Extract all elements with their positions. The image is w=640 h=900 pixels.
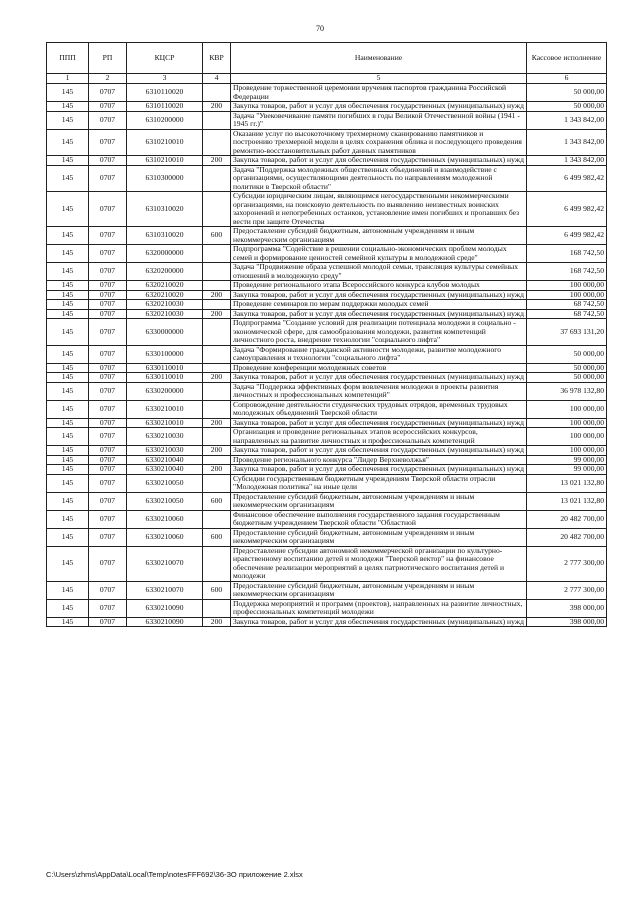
- header-kcsr: КЦСР: [127, 43, 203, 74]
- cell-rp: 0707: [89, 492, 127, 510]
- cell-ppp: 145: [47, 373, 89, 383]
- cell-ppp: 145: [47, 129, 89, 156]
- table-body: [47, 84, 607, 627]
- header-name: Наименование: [231, 43, 527, 74]
- cell-kvr: [203, 245, 231, 263]
- cell-amount: 2 777 300,00: [527, 546, 607, 581]
- cell-rp: 0707: [89, 129, 127, 156]
- cell-kcsr: 6310210010: [127, 129, 203, 156]
- cell-kcsr: 6310300000: [127, 165, 203, 192]
- cell-kcsr: 6320210030: [127, 309, 203, 319]
- cell-name: Поддержка мероприятий и программ (проектов), направленных на развитие личностных, профессиональных компетенций молодежи: [231, 599, 527, 617]
- cell-amount: 68 742,50: [527, 309, 607, 319]
- table-row: [47, 546, 607, 581]
- cell-rp: 0707: [89, 102, 127, 112]
- cell-amount: 100 000,00: [527, 418, 607, 428]
- column-index-row: [47, 74, 607, 84]
- cell-name: Субсидии государственным бюджетным учреждениям Тверской области отрасли "Молодежная политика" на иные цели: [231, 474, 527, 492]
- table-row: [47, 165, 607, 192]
- cell-name: Задача "Формирование гражданской активности молодежи, развитие молодежного самоуправления и технологии "социального лифта": [231, 345, 527, 363]
- cell-kcsr: 6330210030: [127, 428, 203, 446]
- cell-kvr: [203, 319, 231, 346]
- cell-name: Закупка товаров, работ и услуг для обеспечения государственных (муниципальных) нужд: [231, 102, 527, 112]
- column-index: 2: [89, 74, 127, 84]
- cell-rp: 0707: [89, 528, 127, 546]
- cell-kvr: [203, 510, 231, 528]
- cell-rp: 0707: [89, 300, 127, 310]
- cell-ppp: 145: [47, 102, 89, 112]
- cell-amount: 1 343 842,00: [527, 111, 607, 129]
- cell-name: Задача "Продвижение образа успешной молодой семьи, трансляция культуры семейных отношений в молодежную среду": [231, 263, 527, 281]
- cell-kvr: 200: [203, 418, 231, 428]
- cell-ppp: 145: [47, 156, 89, 166]
- table-row: [47, 400, 607, 418]
- column-index: 5: [231, 74, 527, 84]
- cell-amount: 36 978 132,80: [527, 382, 607, 400]
- table-row: [47, 227, 607, 245]
- cell-rp: 0707: [89, 400, 127, 418]
- cell-name: Подпрограмма "Содействие в решении социально-экономических проблем молодых семей и формирование ценностей семейной культуры в молодежной среде": [231, 245, 527, 263]
- cell-kvr: 200: [203, 290, 231, 300]
- cell-name: Закупка товаров, работ и услуг для обеспечения государственных (муниципальных) нужд: [231, 446, 527, 456]
- cell-ppp: 145: [47, 546, 89, 581]
- cell-amount: 13 021 132,80: [527, 492, 607, 510]
- cell-rp: 0707: [89, 227, 127, 245]
- cell-amount: 13 021 132,80: [527, 474, 607, 492]
- cell-kcsr: 6310200000: [127, 111, 203, 129]
- table-row: [47, 492, 607, 510]
- cell-amount: 50 000,00: [527, 102, 607, 112]
- cell-ppp: 145: [47, 281, 89, 291]
- cell-amount: 50 000,00: [527, 363, 607, 373]
- cell-kcsr: 6330000000: [127, 319, 203, 346]
- cell-rp: 0707: [89, 111, 127, 129]
- cell-name: Закупка товаров, работ и услуг для обеспечения государственных (муниципальных) нужд: [231, 373, 527, 383]
- cell-rp: 0707: [89, 84, 127, 102]
- cell-amount: 6 499 982,42: [527, 192, 607, 227]
- cell-kvr: [203, 474, 231, 492]
- table-row: [47, 373, 607, 383]
- cell-name: Сопровождение деятельности студенческих трудовых отрядов, временных трудовых молодежных объединений Тверской области: [231, 400, 527, 418]
- cell-amount: 100 000,00: [527, 281, 607, 291]
- cell-rp: 0707: [89, 281, 127, 291]
- cell-rp: 0707: [89, 245, 127, 263]
- cell-ppp: 145: [47, 245, 89, 263]
- cell-kcsr: 6330210030: [127, 446, 203, 456]
- cell-rp: 0707: [89, 510, 127, 528]
- cell-name: Проведение конференции молодежных советов: [231, 363, 527, 373]
- table-row: [47, 129, 607, 156]
- cell-rp: 0707: [89, 465, 127, 475]
- cell-kcsr: 6320000000: [127, 245, 203, 263]
- cell-kcsr: 6330210010: [127, 418, 203, 428]
- cell-kvr: [203, 84, 231, 102]
- cell-kcsr: 6330210050: [127, 492, 203, 510]
- table-row: [47, 245, 607, 263]
- cell-ppp: 145: [47, 418, 89, 428]
- table-row: [47, 319, 607, 346]
- cell-ppp: 145: [47, 309, 89, 319]
- header-rp: РП: [89, 43, 127, 74]
- cell-amount: 99 000,00: [527, 455, 607, 465]
- column-index: 3: [127, 74, 203, 84]
- cell-amount: 20 482 700,00: [527, 528, 607, 546]
- cell-amount: 6 499 982,42: [527, 165, 607, 192]
- cell-ppp: 145: [47, 319, 89, 346]
- cell-name: Закупка товаров, работ и услуг для обеспечения государственных (муниципальных) нужд: [231, 290, 527, 300]
- cell-rp: 0707: [89, 263, 127, 281]
- cell-kvr: 200: [203, 446, 231, 456]
- cell-kcsr: 6310110020: [127, 84, 203, 102]
- cell-kcsr: 6330210040: [127, 455, 203, 465]
- cell-kcsr: 6310110020: [127, 102, 203, 112]
- cell-kvr: [203, 400, 231, 418]
- cell-rp: 0707: [89, 418, 127, 428]
- cell-name: Финансовое обеспечение выполнения государственного задания государственным бюджетным учреждением Тверской области "Областной: [231, 510, 527, 528]
- cell-amount: 100 000,00: [527, 428, 607, 446]
- cell-rp: 0707: [89, 345, 127, 363]
- cell-ppp: 145: [47, 599, 89, 617]
- table-row: [47, 528, 607, 546]
- header-amount: Кассовое исполнение: [527, 43, 607, 74]
- cell-rp: 0707: [89, 156, 127, 166]
- cell-amount: 100 000,00: [527, 400, 607, 418]
- table-row: [47, 617, 607, 627]
- cell-kvr: 600: [203, 528, 231, 546]
- cell-rp: 0707: [89, 319, 127, 346]
- budget-execution-table: [46, 42, 607, 627]
- cell-ppp: 145: [47, 345, 89, 363]
- cell-kcsr: 6330110010: [127, 363, 203, 373]
- cell-kvr: [203, 129, 231, 156]
- cell-amount: 37 693 131,20: [527, 319, 607, 346]
- cell-kcsr: 6330210040: [127, 465, 203, 475]
- cell-name: Субсидии юридическим лицам, являющимся негосударственными некоммерческими организациями, на поисковую деятельность по выявлению неизвестных воинских захоронений и непогребенных останков, установление имен погибших и пропавших без вести при защите Отечества: [231, 192, 527, 227]
- cell-kcsr: 6330210070: [127, 546, 203, 581]
- cell-ppp: 145: [47, 581, 89, 599]
- cell-kcsr: 6330210060: [127, 528, 203, 546]
- cell-kvr: 200: [203, 102, 231, 112]
- table-header: [47, 43, 607, 84]
- cell-amount: 50 000,00: [527, 345, 607, 363]
- cell-name: Проведение регионального этапа Всероссийского конкурса клубов молодых: [231, 281, 527, 291]
- cell-kvr: 600: [203, 227, 231, 245]
- cell-rp: 0707: [89, 290, 127, 300]
- table-row: [47, 581, 607, 599]
- cell-ppp: 145: [47, 111, 89, 129]
- cell-name: Организация и проведение региональных этапов всероссийских конкурсов, направленных на развитие личностных и профессиональных компетенций: [231, 428, 527, 446]
- cell-kcsr: 6320210030: [127, 300, 203, 310]
- cell-ppp: 145: [47, 465, 89, 475]
- cell-amount: 100 000,00: [527, 290, 607, 300]
- cell-amount: 1 343 842,00: [527, 156, 607, 166]
- cell-name: Предоставление субсидий бюджетным, автономным учреждениям и иным некоммерческим организациям: [231, 492, 527, 510]
- cell-amount: 6 499 982,42: [527, 227, 607, 245]
- cell-kvr: 200: [203, 373, 231, 383]
- cell-kcsr: 6330210050: [127, 474, 203, 492]
- cell-kcsr: 6320200000: [127, 263, 203, 281]
- cell-ppp: 145: [47, 165, 89, 192]
- column-index: 6: [527, 74, 607, 84]
- cell-kvr: [203, 546, 231, 581]
- cell-rp: 0707: [89, 455, 127, 465]
- table-row: [47, 474, 607, 492]
- cell-kvr: 200: [203, 617, 231, 627]
- cell-kcsr: 6330100000: [127, 345, 203, 363]
- cell-name: Проведение регионального конкурса "Лидер Верхневолжья": [231, 455, 527, 465]
- cell-amount: 168 742,50: [527, 245, 607, 263]
- table-row: [47, 111, 607, 129]
- cell-amount: 50 000,00: [527, 373, 607, 383]
- cell-name: Задача "Поддержка эффективных форм вовлечения молодежи в проекты развития личностных и профессиональных компетенций": [231, 382, 527, 400]
- cell-ppp: 145: [47, 492, 89, 510]
- cell-amount: 68 742,50: [527, 300, 607, 310]
- table-row: [47, 599, 607, 617]
- table-row: [47, 428, 607, 446]
- cell-ppp: 145: [47, 84, 89, 102]
- cell-name: Закупка товаров, работ и услуг для обеспечения государственных (муниципальных) нужд: [231, 309, 527, 319]
- cell-kcsr: 6330210090: [127, 617, 203, 627]
- table-row: [47, 263, 607, 281]
- cell-amount: 99 000,00: [527, 465, 607, 475]
- cell-rp: 0707: [89, 546, 127, 581]
- cell-kcsr: 6320210020: [127, 290, 203, 300]
- table-row: [47, 281, 607, 291]
- cell-ppp: 145: [47, 474, 89, 492]
- cell-kcsr: 6330210010: [127, 400, 203, 418]
- cell-ppp: 145: [47, 263, 89, 281]
- cell-name: Предоставление субсидий бюджетным, автономным учреждениям и иным некоммерческим организациям: [231, 227, 527, 245]
- cell-rp: 0707: [89, 581, 127, 599]
- cell-kvr: [203, 165, 231, 192]
- cell-amount: 1 343 842,00: [527, 129, 607, 156]
- cell-ppp: 145: [47, 428, 89, 446]
- table-row: [47, 192, 607, 227]
- cell-rp: 0707: [89, 446, 127, 456]
- cell-amount: 168 742,50: [527, 263, 607, 281]
- cell-kvr: 600: [203, 492, 231, 510]
- cell-amount: 398 000,00: [527, 617, 607, 627]
- cell-name: Оказание услуг по высокоточному трехмерному сканированию памятников и построению трехмерной модели в целях сохранения облика и последующего проведения ремонтно-восстановительных работ данных памятников: [231, 129, 527, 156]
- cell-kvr: 600: [203, 581, 231, 599]
- header-kvr: КВР: [203, 43, 231, 74]
- cell-rp: 0707: [89, 617, 127, 627]
- cell-name: Закупка товаров, работ и услуг для обеспечения государственных (муниципальных) нужд: [231, 156, 527, 166]
- cell-name: Проведение семинаров по мерам поддержки молодых семей: [231, 300, 527, 310]
- cell-kcsr: 6310310020: [127, 227, 203, 245]
- cell-name: Предоставление субсидий бюджетным, автономным учреждениям и иным некоммерческим организациям: [231, 581, 527, 599]
- cell-name: Задача "Увековечивание памяти погибших в годы Великой Отечественной войны (1941 - 1945 гг.)": [231, 111, 527, 129]
- cell-kvr: [203, 300, 231, 310]
- cell-kcsr: 6310210010: [127, 156, 203, 166]
- cell-kcsr: 6330210090: [127, 599, 203, 617]
- cell-rp: 0707: [89, 373, 127, 383]
- cell-kcsr: 6330200000: [127, 382, 203, 400]
- cell-kvr: [203, 599, 231, 617]
- cell-rp: 0707: [89, 309, 127, 319]
- cell-ppp: 145: [47, 363, 89, 373]
- cell-kvr: [203, 382, 231, 400]
- cell-ppp: 145: [47, 528, 89, 546]
- table-row: [47, 156, 607, 166]
- cell-amount: 50 000,00: [527, 84, 607, 102]
- table-row: [47, 300, 607, 310]
- column-index: 4: [203, 74, 231, 84]
- cell-rp: 0707: [89, 474, 127, 492]
- cell-ppp: 145: [47, 227, 89, 245]
- cell-ppp: 145: [47, 400, 89, 418]
- header-ppp: ППП: [47, 43, 89, 74]
- cell-kvr: [203, 263, 231, 281]
- cell-kvr: [203, 281, 231, 291]
- cell-name: Подпрограмма "Создание условий для реализации потенциала молодежи в социально - экономической сфере, для самообразования молодежи, развития компетенций личностного роста, внедрение технологии "социального лифта": [231, 319, 527, 346]
- cell-kvr: [203, 192, 231, 227]
- cell-ppp: 145: [47, 382, 89, 400]
- cell-name: Закупка товаров, работ и услуг для обеспечения государственных (муниципальных) нужд: [231, 418, 527, 428]
- cell-rp: 0707: [89, 599, 127, 617]
- cell-ppp: 145: [47, 446, 89, 456]
- table-row: [47, 345, 607, 363]
- cell-kcsr: 6330210070: [127, 581, 203, 599]
- cell-kvr: [203, 345, 231, 363]
- cell-name: Задача "Поддержка молодежных общественных объединений и взаимодействие с организациями, осуществляющими деятельность по направлениям молодежной политики в Тверской области": [231, 165, 527, 192]
- cell-ppp: 145: [47, 617, 89, 627]
- table-row: [47, 465, 607, 475]
- table-row: [47, 84, 607, 102]
- cell-amount: 398 000,00: [527, 599, 607, 617]
- cell-amount: 100 000,00: [527, 446, 607, 456]
- cell-kvr: 200: [203, 309, 231, 319]
- cell-ppp: 145: [47, 455, 89, 465]
- cell-ppp: 145: [47, 300, 89, 310]
- cell-rp: 0707: [89, 363, 127, 373]
- cell-kvr: [203, 111, 231, 129]
- page-number: 70: [316, 24, 324, 33]
- cell-kvr: [203, 428, 231, 446]
- cell-name: Закупка товаров, работ и услуг для обеспечения государственных (муниципальных) нужд: [231, 465, 527, 475]
- cell-ppp: 145: [47, 192, 89, 227]
- cell-amount: 20 482 700,00: [527, 510, 607, 528]
- file-path-footer: C:\Users\zhms\AppData\Local\Temp\notesFFF692\36-ЗО приложение 2.xlsx: [46, 870, 303, 879]
- cell-ppp: 145: [47, 290, 89, 300]
- cell-amount: 2 777 300,00: [527, 581, 607, 599]
- table-row: [47, 446, 607, 456]
- table-row: [47, 510, 607, 528]
- cell-rp: 0707: [89, 192, 127, 227]
- cell-kvr: 200: [203, 156, 231, 166]
- cell-kcsr: 6320210020: [127, 281, 203, 291]
- cell-rp: 0707: [89, 382, 127, 400]
- cell-name: Проведение торжественной церемонии вручения паспортов гражданина Российской Федерации: [231, 84, 527, 102]
- cell-kcsr: 6330210060: [127, 510, 203, 528]
- cell-rp: 0707: [89, 165, 127, 192]
- table-row: [47, 102, 607, 112]
- cell-name: Предоставление субсидий бюджетным, автономным учреждениям и иным некоммерческим организациям: [231, 528, 527, 546]
- column-index: 1: [47, 74, 89, 84]
- cell-kcsr: 6310310020: [127, 192, 203, 227]
- table-row: [47, 382, 607, 400]
- cell-name: Закупка товаров, работ и услуг для обеспечения государственных (муниципальных) нужд: [231, 617, 527, 627]
- cell-kvr: 200: [203, 465, 231, 475]
- cell-name: Предоставление субсидии автономной некоммерческой организации по культурно-нравственному воспитанию детей и молодежи "Тверской вектор" на финансовое обеспечение реализации мероприятий в целях патриотического воспитания детей и молодежи: [231, 546, 527, 581]
- cell-kcsr: 6330110010: [127, 373, 203, 383]
- cell-rp: 0707: [89, 428, 127, 446]
- cell-ppp: 145: [47, 510, 89, 528]
